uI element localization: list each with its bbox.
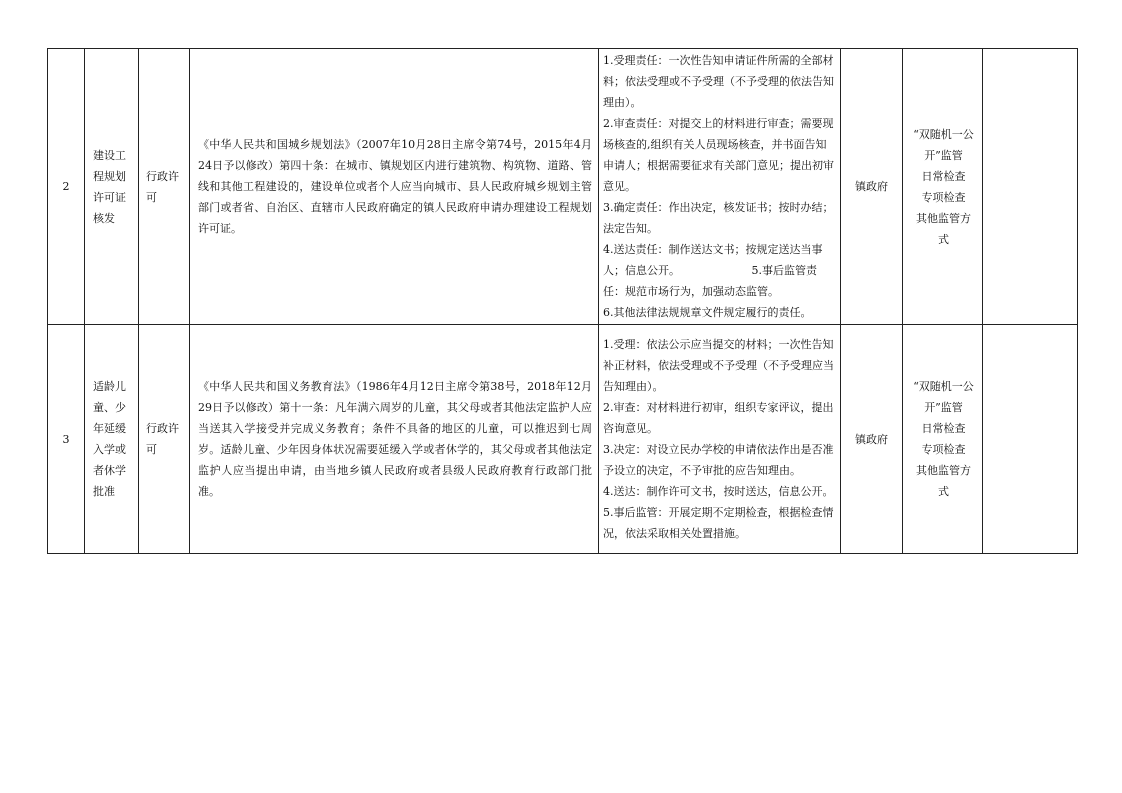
- table-row: [48, 325, 1078, 554]
- supervision-methods: [903, 49, 983, 325]
- responsibility-item: 2.审查：对材料进行初审，组织专家评议，提出咨询意见。: [603, 401, 834, 435]
- responsibility-item: 4.送达：制作许可文书，按时送达，信息公开。: [603, 485, 834, 498]
- implementing-department: 镇政府: [841, 49, 903, 325]
- legal-basis: 《中华人民共和国城乡规划法》（2007年10月28日主席令第74号，2015年4月24日予以修改）第四十条：在城市、镇规划区内进行建筑物、构筑物、道路、管线和其他工程建设的，建设单位或者个人应当向城市、县人民政府城乡规划主管部门或者省、自治区、直辖市人民政府确定的镇人民政府申请办理建设工程规划许可证。: [190, 49, 599, 325]
- table-row: [48, 49, 1078, 325]
- method-item: 其他监管方式: [916, 464, 971, 498]
- items-table: [47, 48, 1078, 554]
- row-number: 2: [48, 49, 85, 325]
- responsibility-item: 4.送达责任：制作送达文书；按规定送达当事人；信息公开。 5.事后监管责任：规范市场行为，加强动态监管。: [603, 243, 823, 298]
- remark: [983, 325, 1078, 554]
- responsibility-item: 1.受理责任：一次性告知申请证件所需的全部材料；依法受理或不予受理（不予受理的依法告知理由）。: [603, 54, 834, 109]
- legal-basis: 《中华人民共和国义务教育法》（1986年4月12日主席令第38号，2018年12月29日予以修改）第十一条：凡年满六周岁的儿童，其父母或者其他法定监护人应当送其入学接受并完成义务教育；条件不具备的地区的儿童，可以推迟到七周岁。适龄儿童、少年因身体状况需要延缓入学或者休学的，其父母或者其他法定监护人应当提出申请，由当地乡镇人民政府或者县级人民政府教育行政部门批准。: [190, 325, 599, 554]
- method-item: 日常检查: [921, 169, 966, 183]
- method-item: 专项检查: [921, 190, 966, 204]
- responsibilities: [599, 325, 841, 554]
- remark: [983, 49, 1078, 325]
- responsibility-item: 6.其他法律法规规章文件规定履行的责任。: [603, 306, 812, 319]
- responsibility-item: 1.受理：依法公示应当提交的材料；一次性告知补正材料，依法受理或不予受理（不予受理应当告知理由）。: [603, 338, 834, 393]
- item-category: 行政许可: [139, 49, 190, 325]
- item-name: 建设工程规划许可证核发: [85, 49, 139, 325]
- responsibility-item: 2.审查责任：对提交上的材料进行审查；需要现场核查的,组织有关人员现场核查，并书面告知申请人；根据需要征求有关部门意见；提出初审意见。: [603, 117, 834, 193]
- item-name: 适龄儿童、少年延缓入学或者休学批准: [85, 325, 139, 554]
- responsibility-item: 5.事后监管：开展定期不定期检查，根据检查情况，依法采取相关处置措施。: [603, 506, 834, 540]
- method-item: 日常检查: [921, 422, 966, 435]
- responsibilities: [599, 49, 841, 325]
- item-category: 行政许可: [139, 325, 190, 554]
- supervision-methods: [903, 325, 983, 554]
- method-item: 专项检查: [921, 443, 966, 456]
- responsibility-item: 3.确定责任：作出决定，核发证书；按时办结；法定告知。: [603, 201, 834, 235]
- method-item: “双随机一公开”监管: [913, 380, 974, 414]
- implementing-department: 镇政府: [841, 325, 903, 554]
- method-item: “双随机一公开”监管: [913, 127, 974, 162]
- method-item: 其他监管方式: [916, 211, 971, 246]
- row-number: 3: [48, 325, 85, 554]
- responsibility-item: 3.决定：对设立民办学校的申请依法作出是否准予设立的决定，不予审批的应告知理由。: [603, 443, 834, 477]
